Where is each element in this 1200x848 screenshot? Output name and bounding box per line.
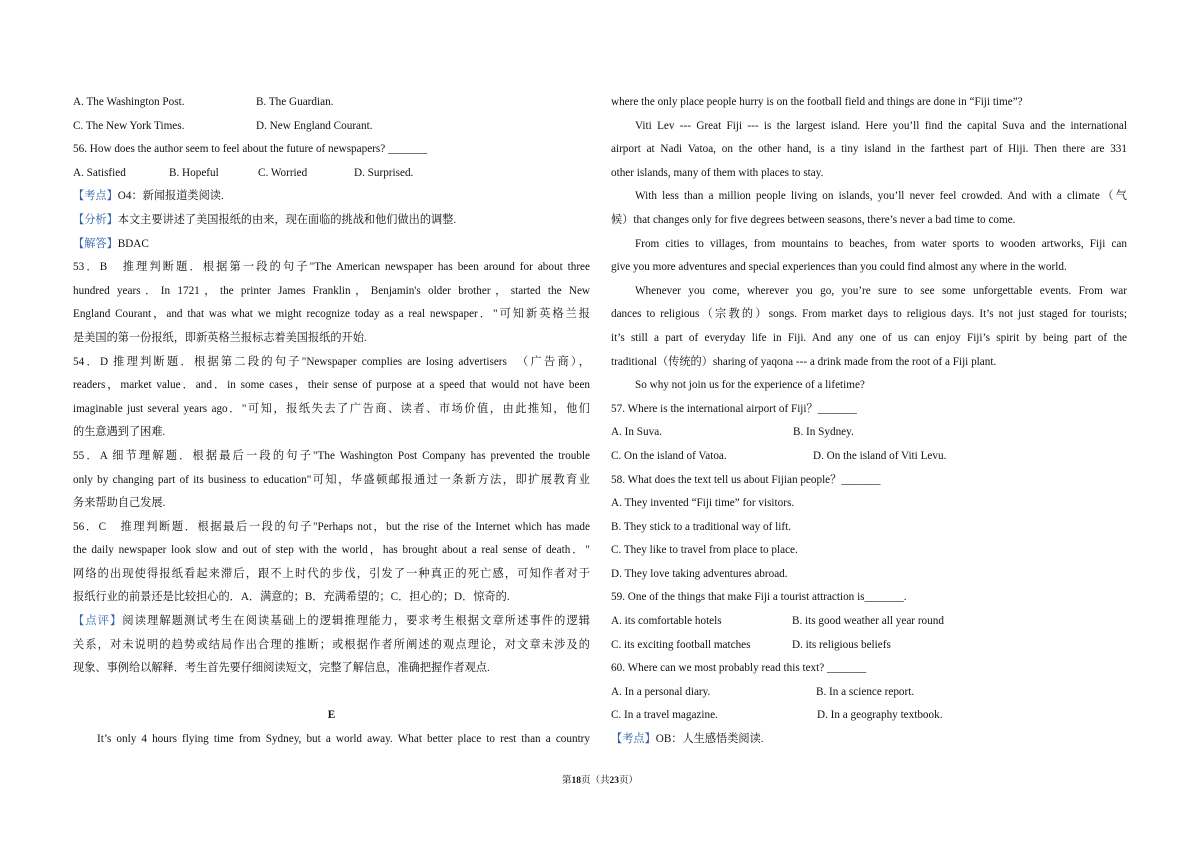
explanation-line: the daily newspaper look slow and out of step with the world，has brought about a real sense of death．" <box>73 544 590 557</box>
q56-option-b: B. Hopeful <box>169 166 219 179</box>
q55-options-row-2 <box>73 115 590 139</box>
q59-options-row-2 <box>611 634 1127 658</box>
dianping-tag: 【点评】 <box>73 615 123 628</box>
explanation-block <box>73 256 590 610</box>
passage-line: So why not join us for the experience of a lifetime? <box>635 379 865 392</box>
explanation-line: only by changing part of its business to education"可知，华盛顿邮报通过一条新方法，即扩展教育业 <box>73 473 590 486</box>
q57-option-b: B. In Sydney. <box>793 426 854 439</box>
kaodian-line <box>73 185 590 209</box>
footer-page-number: 18 <box>571 776 581 786</box>
explanation-line: 53．B 推理判断题．根据第一段的句子"The American newspaper has been around for about three <box>73 261 590 274</box>
q55-options-row-1 <box>73 91 590 115</box>
explanation-line: 的生意遇到了困难. <box>73 426 166 439</box>
q55-option-d: D. New England Courant. <box>256 119 373 132</box>
q57-options-row-2 <box>611 445 1127 469</box>
q56-option-a: A. Satisfied <box>73 166 126 179</box>
passage-line: With less than a million people living on islands, you’ll never feel crowded. And with a climate（气 <box>635 190 1127 203</box>
explanation-line: 网络的出现使得报纸看起来滞后，跟不上时代的步伐，引发了一种真正的死亡感，可知作者对于 <box>73 567 590 580</box>
fenxi-tag: 【分析】 <box>73 213 118 226</box>
q57-option-d: D. On the island of Viti Levu. <box>813 449 947 462</box>
q57-option-c: C. On the island of Vatoa. <box>611 449 727 462</box>
kaodian-text: O4：新闻报道类阅读. <box>117 190 224 203</box>
q59-options-row-1 <box>611 610 1127 634</box>
spacer <box>73 681 590 705</box>
passage-line: traditional（传统的）sharing of yaqona --- a drink made from the root of a Fiji plant. <box>611 355 997 368</box>
explanation-line: 56．C 推理判断题．根据最后一段的句子"Perhaps not，but the rise of the Internet which has made <box>73 520 590 533</box>
explanation-line: 报纸行业的前景还是比较担心的．A．满意的；B．充满希望的；C．担心的；D．惊奇的. <box>73 591 510 604</box>
passage-line: 候）that changes only for five degrees between seasons, there’s never a bad time to come. <box>611 213 1016 226</box>
jieda-line <box>73 233 590 257</box>
q59-option-d: D. its religious beliefs <box>792 638 891 651</box>
q57-stem: 57. Where is the international airport of Fiji？_______ <box>611 402 857 415</box>
q60-options-row-1 <box>611 681 1127 705</box>
fenxi-line <box>73 209 590 233</box>
fenxi-text: 本文主要讲述了美国报纸的由来，现在面临的挑战和他们做出的调整. <box>117 213 457 226</box>
q55-option-c: C. The New York Times. <box>73 119 185 132</box>
q58-option-a: A. They invented “Fiji time” for visitors. <box>611 497 795 510</box>
q59-option-a: A. its comfortable hotels <box>611 615 722 628</box>
q60-options-row-2 <box>611 704 1127 728</box>
kaodian-tag: 【考点】 <box>73 190 118 203</box>
passage-start: It’s only 4 hours flying time from Sydney, but a world away. What better place to rest than a country <box>97 733 590 746</box>
footer-prefix: 第 <box>561 776 572 786</box>
passage-line: it’s still a part of everyday life in Fiji. And any one of us can enjoy Fiji’s spirit by being part of the <box>611 331 1127 344</box>
explanation-line: 54．D 推理判断题．根据第二段的句子"Newspaper complies are losing advertisers （广告商）， <box>73 355 590 368</box>
q57-option-a: A. In Suva. <box>611 426 662 439</box>
footer-total-pages: 23 <box>609 776 619 786</box>
q59-stem: 59. One of the things that make Fiji a tourist attraction is_______. <box>611 591 907 604</box>
q56-options <box>73 162 590 186</box>
explanation-line: England Courant，and that was what we might recognize today as a real newspaper．"可知新英格兰报 <box>73 308 590 321</box>
page-footer <box>0 774 1200 788</box>
q56-option-c: C. Worried <box>258 166 308 179</box>
q60-option-d: D. In a geography textbook. <box>817 709 943 722</box>
passage-line: Whenever you come, wherever you go, you’re sure to see some unforgettable events. From war <box>635 284 1127 297</box>
q60-option-a: A. In a personal diary. <box>611 685 711 698</box>
q60-option-c: C. In a travel magazine. <box>611 709 718 722</box>
passage-line: give you more adventures and special experiences than you could find almost any where in the world. <box>611 261 1067 274</box>
q58-option-d: D. They love taking adventures abroad. <box>611 567 788 580</box>
q56-option-d: D. Surprised. <box>354 166 414 179</box>
jieda-tag: 【解答】 <box>73 237 118 250</box>
explanation-line: 务来帮助自己发展. <box>73 497 166 510</box>
q57-options-row-1 <box>611 421 1127 445</box>
kaodian-text-right: OB：人生感悟类阅读. <box>655 733 764 746</box>
kaodian-tag-right: 【考点】 <box>611 733 656 746</box>
q55-option-b: B. The Guardian. <box>256 96 334 108</box>
explanation-line: hundred years．In 1721，the printer James Franklin，Benjamin's older brother，started the New <box>73 284 590 297</box>
passage-line: From cities to villages, from mountains to beaches, from water sports to wooden artworks, Fiji can <box>635 237 1127 250</box>
q59-option-c: C. its exciting football matches <box>611 638 751 651</box>
kaodian-line-right <box>611 728 1127 752</box>
passage-line: dances to religious（宗教的）songs. From market days to religious days. It’s not just staged for tourists; <box>611 308 1127 321</box>
dianping-line <box>73 610 590 634</box>
q60-stem: 60. Where can we most probably read this text? _______ <box>611 662 867 675</box>
footer-suffix: 页） <box>619 776 639 786</box>
fiji-passage <box>611 91 1127 398</box>
q58-stem: 58. What does the text tell us about Fijian people？_______ <box>611 473 881 486</box>
explanation-line: imaginable just several years ago．"可知，报纸失去了广告商、读者、市场价值，由此推知，他们 <box>73 402 590 415</box>
q58-option-c: C. They like to travel from place to place. <box>611 544 798 557</box>
right-column <box>611 91 1127 752</box>
passage-line: Viti Lev --- Great Fiji --- is the largest island. Here you’ll find the capital Suva and the international <box>635 119 1127 132</box>
explanation-line: 55．A 细节理解题．根据最后一段的句子"The Washington Post Company has prevented the trouble <box>73 449 590 462</box>
footer-middle: 页（共 <box>580 776 610 786</box>
left-column <box>73 91 590 752</box>
passage-line: where the only place people hurry is on the football field and things are done in “Fiji time”? <box>611 96 1023 108</box>
q56-stem: 56. How does the author seem to feel about the future of newspapers? _______ <box>73 143 428 156</box>
section-e-title: E <box>327 709 336 722</box>
q58-option-b: B. They stick to a traditional way of lift. <box>611 520 791 533</box>
explanation-line: 是美国的第一份报纸，即新英格兰报标志着美国报纸的开始. <box>73 331 367 344</box>
dianping-line: 关系，对未说明的趋势或结局作出合理的推断；或根据作者所阐述的观点理论，对文章未涉及的 <box>73 638 590 651</box>
q55-option-a: A. The Washington Post. <box>73 96 185 108</box>
explanation-line: readers，market value．and．in some cases，their sense of purpose at a speed that would not have been <box>73 379 590 392</box>
dianping-line: 现象、事例给以解释．考生首先要仔细阅读短文，完整了解信息，准确把握作者观点. <box>73 662 490 675</box>
jieda-text: BDAC <box>117 237 149 250</box>
dianping-text: 阅读理解题测试考生在阅读基础上的逻辑推理能力，要求考生根据文章所述事件的逻辑 <box>122 615 590 628</box>
q60-option-b: B. In a science report. <box>816 685 915 698</box>
q59-option-b: B. its good weather all year round <box>792 615 944 628</box>
passage-line: airport at Nadi Vatoa, on the other hand, is a tiny island in the farthest part of Hiji. Then there are 331 <box>611 143 1127 156</box>
passage-line: other islands, many of them with places to stay. <box>611 166 824 179</box>
